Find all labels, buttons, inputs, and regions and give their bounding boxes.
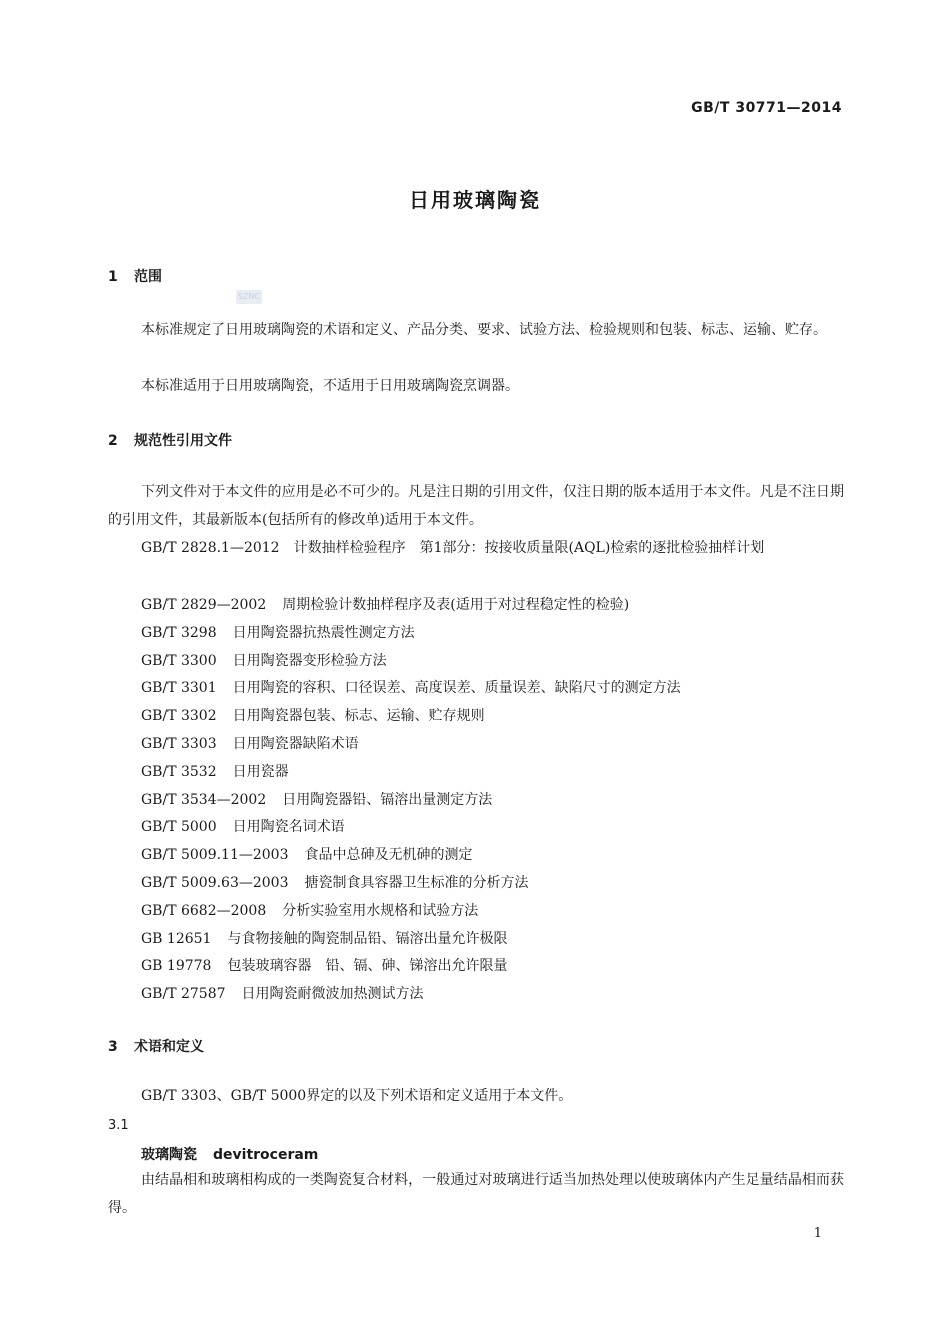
reference-title: 日用陶瓷器包装、标志、运输、贮存规则 xyxy=(232,708,485,725)
reference-title: 食品中总砷及无机砷的测定 xyxy=(304,847,473,864)
reference-item xyxy=(141,622,415,642)
section-title: 规范性引用文件 xyxy=(134,433,232,449)
document-title: 日用玻璃陶瓷 xyxy=(409,188,541,212)
reference-code: GB/T 3302 xyxy=(141,708,217,725)
reference-title: 日用陶瓷器缺陷术语 xyxy=(232,736,359,752)
page-number: 1 xyxy=(813,1226,822,1241)
standard-code: GB/T 30771—2014 xyxy=(691,100,842,116)
reference-item xyxy=(141,844,473,864)
reference-title: 周期检验计数抽样程序及表(适用于对过程稳定性的检验) xyxy=(282,597,630,613)
section-number: 1 xyxy=(108,269,118,285)
reference-code: GB/T 3303 xyxy=(141,736,217,752)
reference-item xyxy=(141,900,478,920)
reference-code: GB/T 5009.63—2003 xyxy=(141,875,289,891)
scope-paragraph-1: 本标准规定了日用玻璃陶瓷的术语和定义、产品分类、要求、试验方法、检验规则和包装、标志、运输、贮存。 xyxy=(141,322,827,338)
reference-title: 包装玻璃容器 铅、镉、砷、锑溶出允许限量 xyxy=(227,958,508,975)
reference-code: GB/T 6682—2008 xyxy=(141,902,267,919)
section-1-heading xyxy=(108,266,162,286)
reference-item xyxy=(141,761,289,781)
watermark-logo: SZNC xyxy=(236,290,262,304)
reference-title: 搪瓷制食具容器卫生标准的分析方法 xyxy=(304,875,529,891)
reference-code: GB/T 3534—2002 xyxy=(141,791,267,808)
reference-code: GB/T 5000 xyxy=(141,819,217,836)
reference-title: 分析实验室用水规格和试验方法 xyxy=(282,902,479,919)
reference-title: 日用陶瓷耐微波加热测试方法 xyxy=(241,986,424,1003)
reference-code: GB/T 3532 xyxy=(141,763,217,780)
reference-title: 日用陶瓷器抗热震性测定方法 xyxy=(232,624,415,641)
section-2-heading xyxy=(108,430,232,450)
reference-code: GB 19778 xyxy=(141,958,212,975)
reference-title: 日用陶瓷器变形检验方法 xyxy=(232,652,387,669)
term-name-zh: 玻璃陶瓷 xyxy=(141,1147,197,1163)
reference-code: GB/T 5009.11—2003 xyxy=(141,847,289,864)
reference-code: GB 12651 xyxy=(141,930,212,947)
reference-item xyxy=(141,705,485,725)
reference-item xyxy=(141,816,345,836)
reference-title: 与食物接触的陶瓷制品铅、镉溶出量允许极限 xyxy=(227,930,508,947)
reference-item xyxy=(141,677,681,697)
term-number: 3.1 xyxy=(108,1118,129,1133)
reference-item xyxy=(141,733,359,753)
reference-title: 日用陶瓷的容积、口径误差、高度误差、质量误差、缺陷尺寸的测定方法 xyxy=(232,680,681,697)
reference-title: 日用陶瓷名词术语 xyxy=(232,819,345,836)
reference-item xyxy=(141,594,629,614)
section-title: 术语和定义 xyxy=(134,1039,204,1055)
reference-item xyxy=(141,872,529,892)
scope-paragraph-2: 本标准适用于日用玻璃陶瓷，不适用于日用玻璃陶瓷烹调器。 xyxy=(141,378,519,394)
reference-code: GB/T 3300 xyxy=(141,652,217,669)
reference-item xyxy=(141,789,492,809)
reference-item xyxy=(141,928,507,948)
reference-code: GB/T 2829—2002 xyxy=(141,597,267,613)
reference-item xyxy=(141,650,387,670)
section-3-heading xyxy=(108,1036,204,1056)
term-definition: 由结晶相和玻璃相构成的一类陶瓷复合材料，一般通过对玻璃进行适当加热处理以使玻璃体内产生足量结晶相而获得。 xyxy=(108,1172,844,1216)
reference-title: 日用陶瓷器铅、镉溶出量测定方法 xyxy=(282,791,493,808)
reference-code: GB/T 3298 xyxy=(141,624,217,641)
references-intro: 下列文件对于本文件的应用是必不可少的。凡是注日期的引用文件，仅注日期的版本适用于本文件。凡是不注日期的引用文件，其最新版本(包括所有的修改单)适用于本文件。 xyxy=(108,484,844,528)
section-number: 2 xyxy=(108,433,118,449)
reference-item xyxy=(141,983,424,1003)
term-name-en: devitroceram xyxy=(213,1147,319,1163)
reference-code: GB/T 3301 xyxy=(141,680,217,697)
reference-code: GB/T 27587 xyxy=(141,986,226,1003)
section-number: 3 xyxy=(108,1039,118,1055)
section-title: 范围 xyxy=(134,269,162,285)
term-heading xyxy=(141,1144,318,1164)
reference-item-first: GB/T 2828.1—2012 计数抽样检验程序 第1部分：按接收质量限(AQL)检索的逐批检验抽样计划 xyxy=(141,540,765,556)
reference-item xyxy=(141,955,507,975)
reference-title: 日用瓷器 xyxy=(232,763,289,780)
terms-intro: GB/T 3303、GB/T 5000界定的以及下列术语和定义适用于本文件。 xyxy=(141,1088,573,1104)
